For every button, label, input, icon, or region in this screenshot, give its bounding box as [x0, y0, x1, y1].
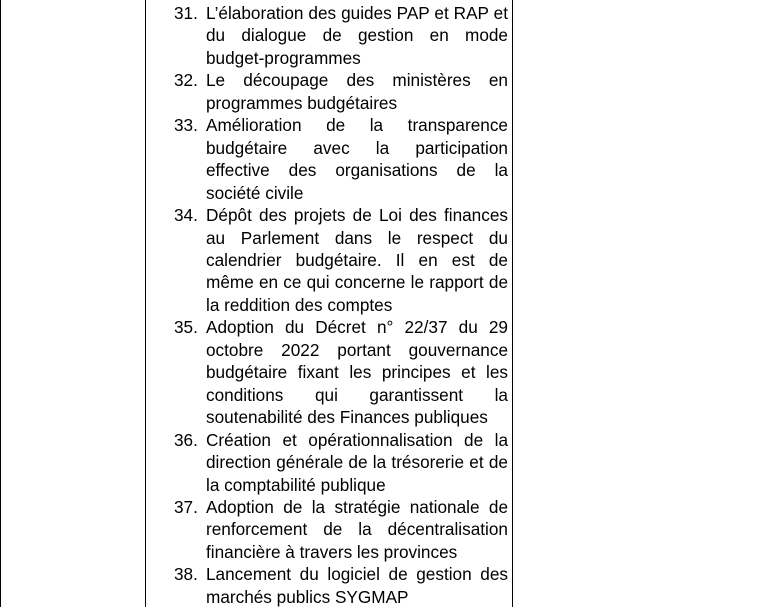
- list-item-37: [174, 496, 508, 563]
- list-item-text: Le découpage des ministères en programmes budgétaires: [206, 70, 508, 113]
- list-item-number: 32.: [174, 70, 198, 91]
- list-item-38: [174, 563, 508, 608]
- list-item-number: 38.: [174, 564, 198, 585]
- list-item-32: [174, 69, 508, 114]
- list-item-35: [174, 316, 508, 428]
- list-item-number: 34.: [174, 205, 198, 226]
- table-column-border-left: [145, 0, 146, 607]
- list-item-text: L’élaboration des guides PAP et RAP et du dialogue de gestion en mode budget-programmes: [206, 3, 508, 68]
- list-item-number: 31.: [174, 3, 198, 23]
- list-item-text: Adoption de la stratégie nationale de renforcement de la décentralisation financière à travers les provinces: [206, 496, 508, 562]
- list-item-36: [174, 429, 508, 496]
- list-item-text: Lancement du logiciel de gestion des marchés publics SYGMAP: [206, 564, 508, 607]
- list-item-number: 33.: [174, 115, 198, 136]
- numbered-list: [174, 2, 508, 608]
- table-column-border-right: [512, 0, 513, 607]
- list-item-number: 35.: [174, 317, 198, 338]
- list-item-number: 36.: [174, 429, 198, 450]
- list-item-33: [174, 114, 508, 204]
- table-border-left: [0, 0, 1, 607]
- list-item-number: 37.: [174, 496, 198, 517]
- list-item-31: [174, 2, 508, 69]
- list-item-text: Adoption du Décret n° 22/37 du 29 octobre 2022 portant gouvernance budgétaire fixant les principes et les conditions qui garantissent la soutenabilité des Finances publiques: [206, 317, 508, 428]
- list-item-text: Amélioration de la transparence budgétaire avec la participation effective des organisations de la société civile: [206, 115, 508, 203]
- list-item-text: Dépôt des projets de Loi des finances au Parlement dans le respect du calendrier budgétaire. Il en est de même en ce qui concerne le rapport de la reddition des comptes: [206, 205, 508, 315]
- list-item-text: Création et opérationnalisation de la direction générale de la trésorerie et de la comptabilité publique: [206, 429, 508, 495]
- list-item-34: [174, 204, 508, 316]
